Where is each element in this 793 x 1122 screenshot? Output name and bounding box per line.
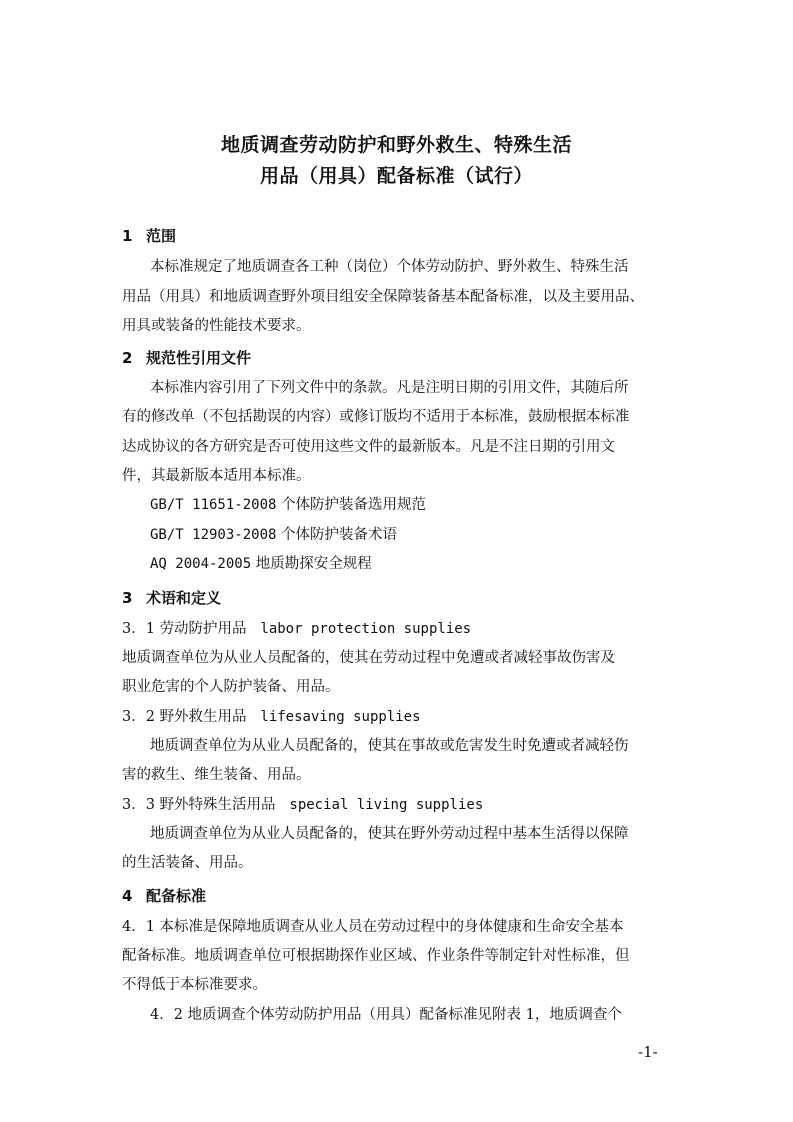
paragraph-line: 的生活装备、用品。 bbox=[122, 855, 253, 871]
paragraph-line: 件，其最新版本适用本标准。 bbox=[122, 468, 311, 484]
reference-title: 个体防护装备选用规范 bbox=[281, 497, 427, 513]
section-number: 2 bbox=[122, 349, 133, 367]
paragraph-line: 配备标准。地质调查单位可根据勘探作业区域、作业条件等制定针对性标准，但 bbox=[122, 948, 630, 964]
paragraph-line: 地质调查单位为从业人员配备的，使其在劳动过程中免遭或者减轻事故伤害及 bbox=[122, 650, 615, 666]
reference-title: 个体防护装备术语 bbox=[281, 527, 398, 543]
term-number: 3．1 bbox=[122, 621, 155, 637]
section-title: 术语和定义 bbox=[146, 589, 222, 607]
term-heading bbox=[122, 707, 421, 727]
term-heading bbox=[122, 795, 483, 815]
paragraph-line: 达成协议的各方研究是否可使用这些文件的最新版本。凡是不注日期的引用文 bbox=[122, 439, 615, 455]
term-number: 3．3 bbox=[122, 797, 155, 813]
section-number: 4 bbox=[122, 887, 133, 905]
paragraph-line: 用品（用具）和地质调查野外项目组安全保障装备基本配备标准，以及主要用品、 bbox=[122, 289, 644, 305]
paragraph-line: 4．1 本标准是保障地质调查从业人员在劳动过程中的身体健康和生命安全基本 bbox=[122, 919, 624, 935]
reference-code: GB/T 12903-2008 bbox=[150, 527, 277, 543]
paragraph-line: 有的修改单（不包括勘误的内容）或修订版均不适用于本标准，鼓励根据本标准 bbox=[122, 409, 630, 425]
page-number: -1- bbox=[638, 1043, 658, 1061]
reference-item bbox=[150, 525, 397, 545]
section-title: 配备标准 bbox=[146, 887, 207, 905]
paragraph-line: 职业危害的个人防护装备、用品。 bbox=[122, 679, 340, 695]
paragraph-line: 不得低于本标准要求。 bbox=[122, 977, 267, 993]
term-en: special living supplies bbox=[289, 797, 484, 813]
paragraph-line: 害的救生、维生装备、用品。 bbox=[122, 767, 311, 783]
term-cn: 野外特殊生活用品 bbox=[159, 797, 276, 813]
paragraph-line: 地质调查单位为从业人员配备的，使其在野外劳动过程中基本生活得以保障 bbox=[150, 826, 629, 842]
term-en: lifesaving supplies bbox=[260, 709, 421, 725]
reference-code: AQ 2004-2005 bbox=[150, 556, 252, 572]
reference-item bbox=[150, 495, 426, 515]
term-number: 3．2 bbox=[122, 709, 155, 725]
paragraph-line: 本标准规定了地质调查各工种（岗位）个体劳动防护、野外救生、特殊生活 bbox=[150, 259, 629, 275]
section-number: 3 bbox=[122, 589, 133, 607]
paragraph-line: 地质调查单位为从业人员配备的，使其在事故或危害发生时免遭或者减轻伤 bbox=[150, 738, 629, 754]
term-en: labor protection supplies bbox=[260, 621, 472, 637]
section-heading-allocation-standard bbox=[122, 886, 206, 906]
section-title: 规范性引用文件 bbox=[146, 349, 252, 367]
section-heading-terms-definitions bbox=[122, 588, 221, 608]
term-heading bbox=[122, 619, 471, 639]
document-title-line-1: 地质调查劳动防护和野外救生、特殊生活 bbox=[220, 134, 572, 156]
section-number: 1 bbox=[122, 227, 133, 245]
section-heading-normative-references bbox=[122, 348, 251, 368]
term-cn: 野外救生用品 bbox=[159, 709, 247, 725]
document-title-line-2: 用品（用具）配备标准（试行） bbox=[259, 165, 533, 187]
section-title: 范围 bbox=[146, 227, 177, 245]
reference-item bbox=[150, 554, 372, 574]
paragraph-line: 本标准内容引用了下列文件中的条款。凡是注明日期的引用文件，其随后所 bbox=[150, 380, 629, 396]
reference-title: 地质勘探安全规程 bbox=[255, 556, 372, 572]
term-cn: 劳动防护用品 bbox=[159, 621, 247, 637]
paragraph-line: 4．2 地质调查个体劳动防护用品（用具）配备标准见附表 1，地质调查个 bbox=[150, 1007, 622, 1023]
paragraph-line: 用具或装备的性能技术要求。 bbox=[122, 318, 311, 334]
section-heading-scope bbox=[122, 226, 176, 246]
reference-code: GB/T 11651-2008 bbox=[150, 497, 277, 513]
